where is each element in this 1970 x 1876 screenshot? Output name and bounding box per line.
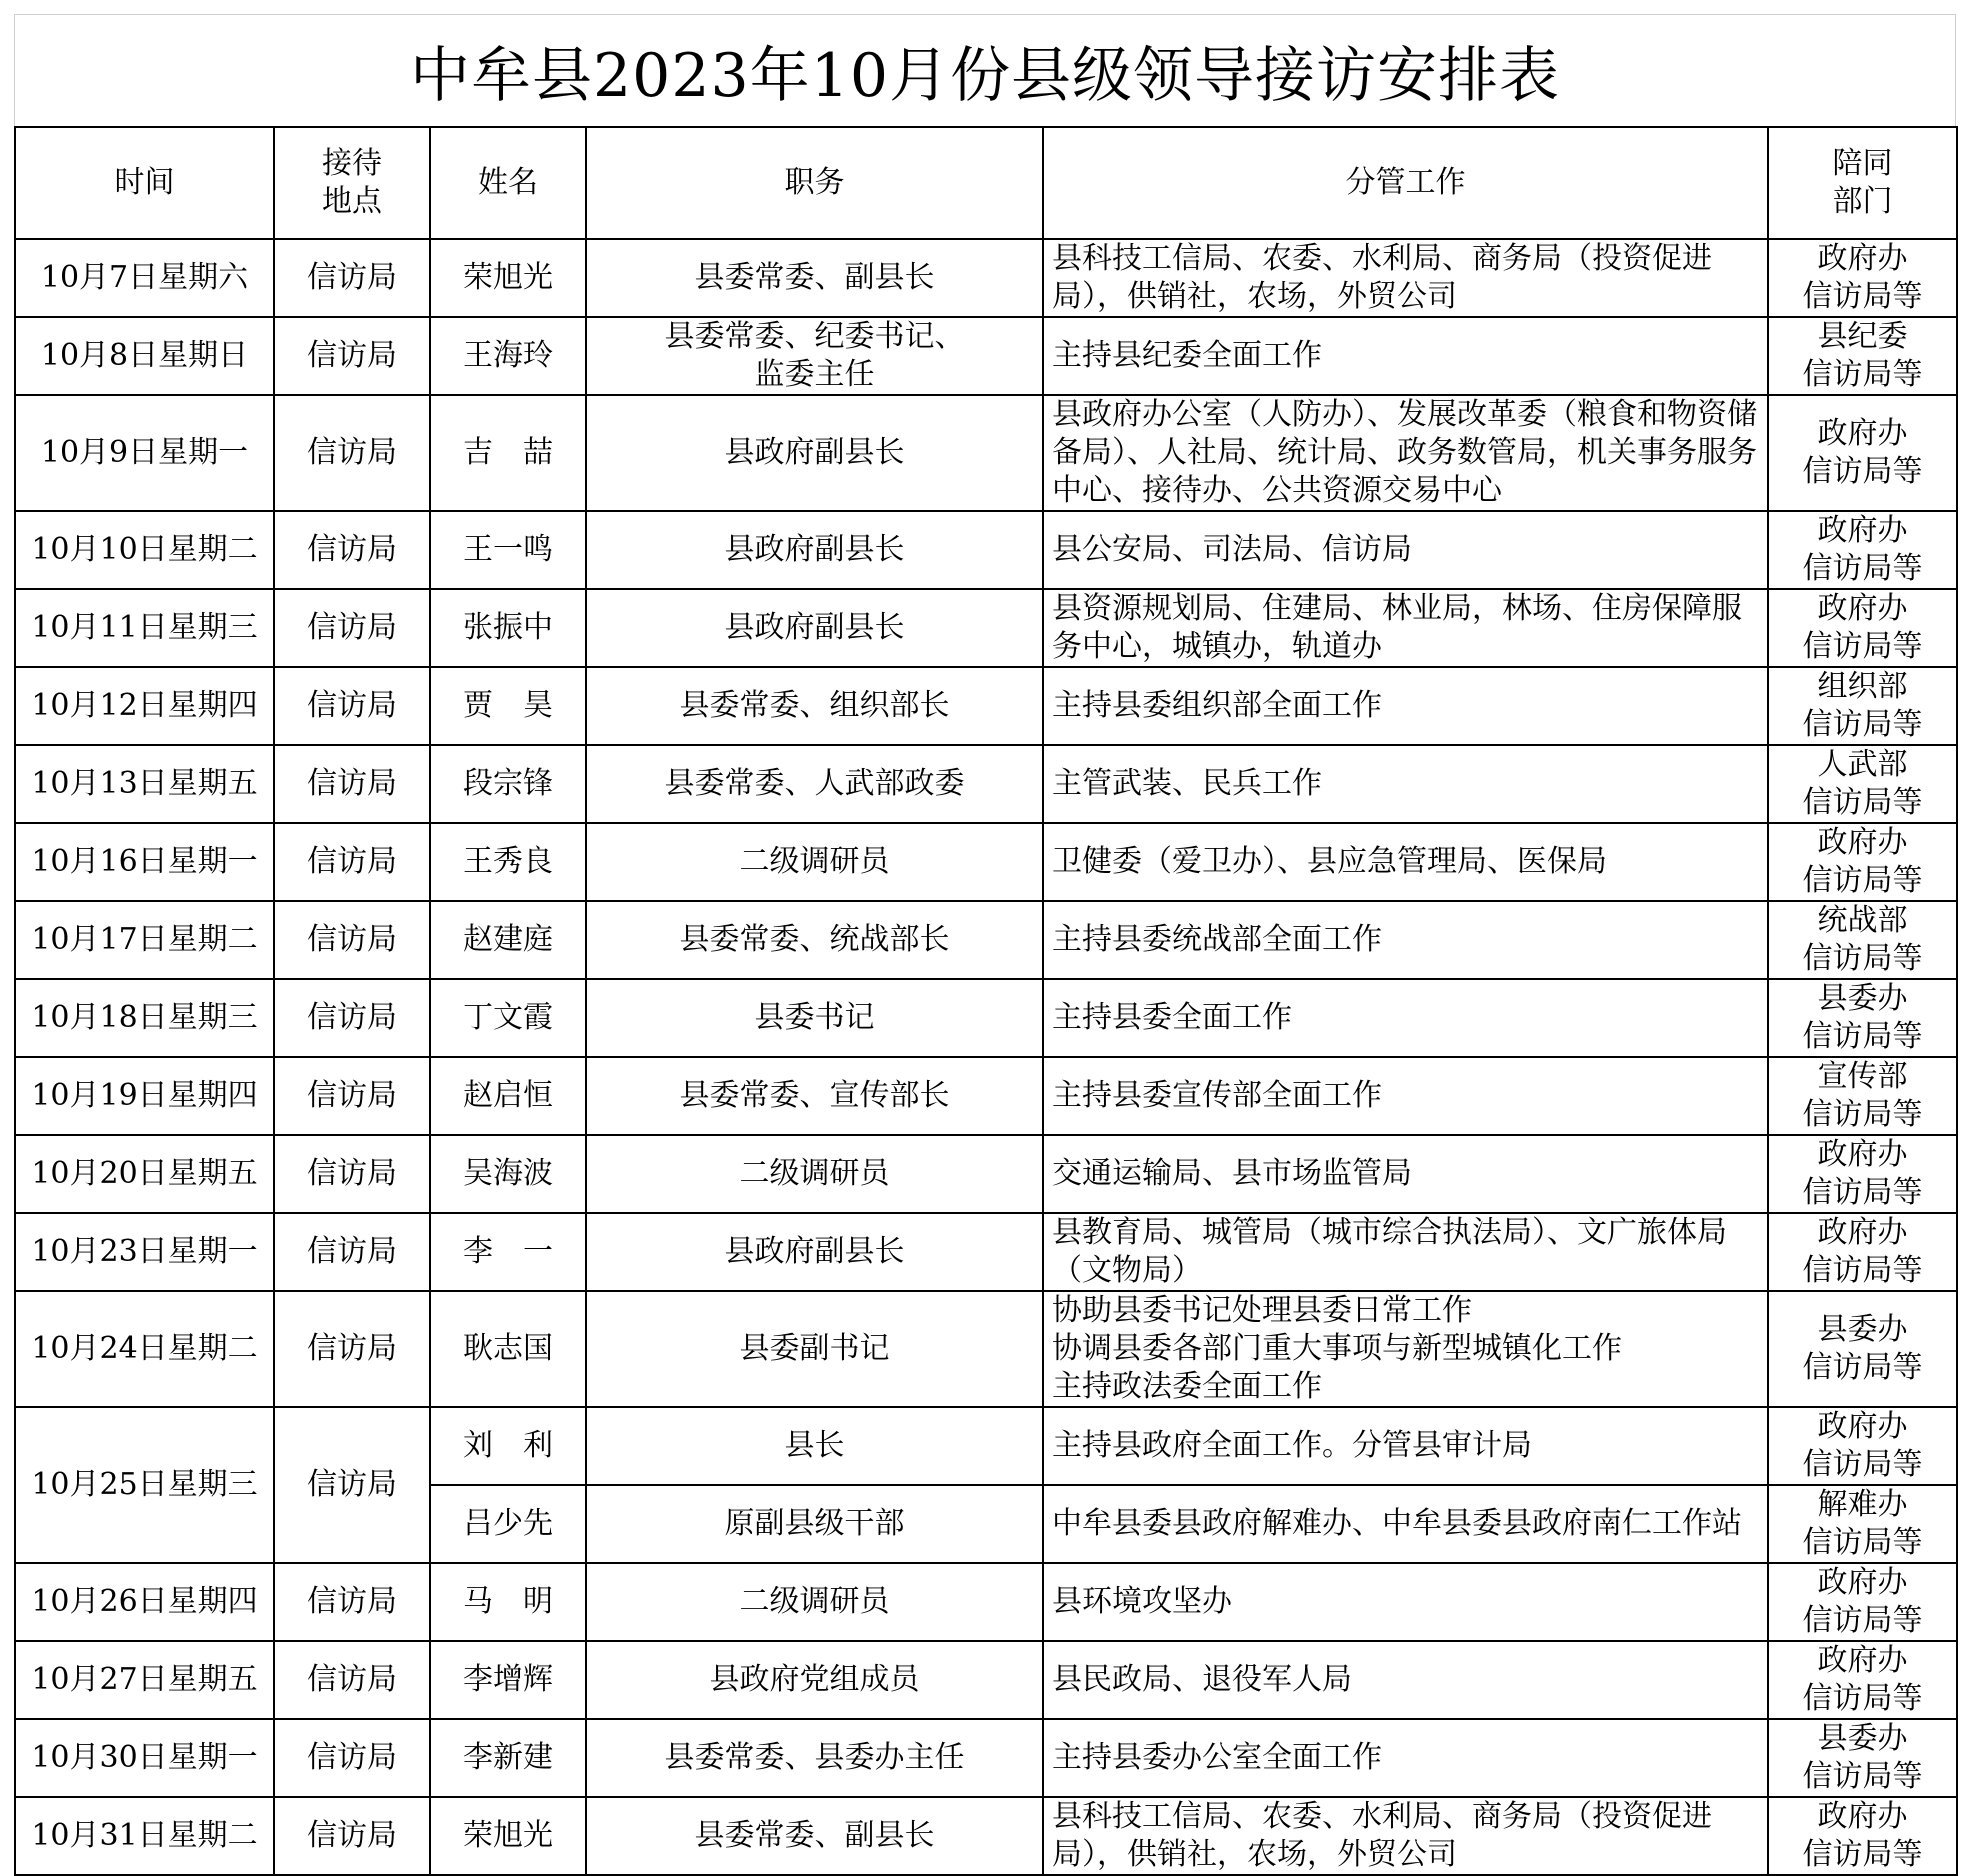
cell-work: 县政府办公室（人防办）、发展改革委（粮食和物资储备局）、人社局、统计局、政务数管局，机关事务服务中心、接待办、公共资源交易中心 (1043, 395, 1768, 511)
cell-work: 主持县委宣传部全面工作 (1043, 1057, 1768, 1135)
cell-dept: 组织部 信访局等 (1768, 667, 1957, 745)
cell-place: 信访局 (274, 901, 430, 979)
cell-place: 信访局 (274, 239, 430, 317)
cell-dept: 统战部 信访局等 (1768, 901, 1957, 979)
cell-place: 信访局 (274, 667, 430, 745)
cell-position: 县政府副县长 (586, 1213, 1043, 1291)
cell-position: 县政府副县长 (586, 511, 1043, 589)
cell-date: 10月18日星期三 (15, 979, 274, 1057)
cell-name: 吴海波 (430, 1135, 586, 1213)
cell-place: 信访局 (274, 979, 430, 1057)
cell-name: 王海玲 (430, 317, 586, 395)
table-row (15, 1291, 1957, 1407)
cell-position: 县委常委、宣传部长 (586, 1057, 1043, 1135)
cell-place: 信访局 (274, 1407, 430, 1563)
cell-position: 县委常委、副县长 (586, 239, 1043, 317)
cell-date: 10月8日星期日 (15, 317, 274, 395)
cell-place: 信访局 (274, 1213, 430, 1291)
cell-work: 主持县委全面工作 (1043, 979, 1768, 1057)
cell-position: 县委常委、统战部长 (586, 901, 1043, 979)
cell-dept: 宣传部 信访局等 (1768, 1057, 1957, 1135)
schedule-body (15, 239, 1957, 1875)
cell-name: 耿志国 (430, 1291, 586, 1407)
header-time: 时间 (15, 127, 274, 239)
cell-date: 10月20日星期五 (15, 1135, 274, 1213)
cell-position: 县委常委、组织部长 (586, 667, 1043, 745)
cell-position: 二级调研员 (586, 823, 1043, 901)
cell-position: 县委常委、纪委书记、 监委主任 (586, 317, 1043, 395)
cell-place: 信访局 (274, 511, 430, 589)
table-row (15, 667, 1957, 745)
table-row (15, 1797, 1957, 1875)
cell-place: 信访局 (274, 745, 430, 823)
cell-work: 主持县委组织部全面工作 (1043, 667, 1768, 745)
cell-dept: 县委办 信访局等 (1768, 979, 1957, 1057)
cell-date: 10月16日星期一 (15, 823, 274, 901)
cell-dept: 政府办 信访局等 (1768, 1797, 1957, 1875)
table-row (15, 1135, 1957, 1213)
cell-work: 主管武装、民兵工作 (1043, 745, 1768, 823)
cell-dept: 政府办 信访局等 (1768, 1213, 1957, 1291)
cell-name: 王秀良 (430, 823, 586, 901)
header-place-label: 接待 地点 (322, 146, 382, 219)
table-row (15, 511, 1957, 589)
cell-dept: 政府办 信访局等 (1768, 1135, 1957, 1213)
table-row (15, 1407, 1957, 1485)
cell-name: 荣旭光 (430, 1797, 586, 1875)
cell-date: 10月12日星期四 (15, 667, 274, 745)
cell-work: 主持县委统战部全面工作 (1043, 901, 1768, 979)
cell-work: 主持县纪委全面工作 (1043, 317, 1768, 395)
cell-place: 信访局 (274, 1719, 430, 1797)
page-title: 中牟县2023年10月份县级领导接访安排表 (14, 14, 1956, 126)
cell-work: 县民政局、退役军人局 (1043, 1641, 1768, 1719)
cell-position: 县长 (586, 1407, 1043, 1485)
cell-name: 李 一 (430, 1213, 586, 1291)
cell-date: 10月9日星期一 (15, 395, 274, 511)
cell-date: 10月13日星期五 (15, 745, 274, 823)
cell-name: 吕少先 (430, 1485, 586, 1563)
cell-dept: 政府办 信访局等 (1768, 395, 1957, 511)
cell-dept: 政府办 信访局等 (1768, 1407, 1957, 1485)
cell-name: 荣旭光 (430, 239, 586, 317)
table-row (15, 395, 1957, 511)
table-row (15, 901, 1957, 979)
cell-name: 王一鸣 (430, 511, 586, 589)
cell-dept: 县纪委 信访局等 (1768, 317, 1957, 395)
schedule-table (14, 126, 1958, 1876)
cell-work: 交通运输局、县市场监管局 (1043, 1135, 1768, 1213)
cell-position: 县委常委、人武部政委 (586, 745, 1043, 823)
cell-position: 县政府副县长 (586, 395, 1043, 511)
cell-place: 信访局 (274, 1563, 430, 1641)
cell-place: 信访局 (274, 1797, 430, 1875)
cell-dept: 县委办 信访局等 (1768, 1719, 1957, 1797)
cell-date: 10月17日星期二 (15, 901, 274, 979)
table-row (15, 979, 1957, 1057)
cell-dept: 解难办 信访局等 (1768, 1485, 1957, 1563)
cell-place: 信访局 (274, 1057, 430, 1135)
cell-dept: 县委办 信访局等 (1768, 1291, 1957, 1407)
table-row (15, 1057, 1957, 1135)
cell-position: 二级调研员 (586, 1135, 1043, 1213)
cell-work: 中牟县委县政府解难办、中牟县委县政府南仁工作站 (1043, 1485, 1768, 1563)
header-work: 分管工作 (1043, 127, 1768, 239)
cell-work: 协助县委书记处理县委日常工作 协调县委各部门重大事项与新型城镇化工作 主持政法委全面工作 (1043, 1291, 1768, 1407)
table-row (15, 1563, 1957, 1641)
cell-name: 丁文霞 (430, 979, 586, 1057)
cell-dept: 政府办 信访局等 (1768, 239, 1957, 317)
cell-date: 10月23日星期一 (15, 1213, 274, 1291)
table-row (15, 1641, 1957, 1719)
cell-name: 张振中 (430, 589, 586, 667)
cell-place: 信访局 (274, 395, 430, 511)
cell-name: 刘 利 (430, 1407, 586, 1485)
cell-date: 10月24日星期二 (15, 1291, 274, 1407)
cell-position: 县委常委、副县长 (586, 1797, 1043, 1875)
cell-place: 信访局 (274, 1135, 430, 1213)
cell-position: 县委常委、县委办主任 (586, 1719, 1043, 1797)
cell-dept: 政府办 信访局等 (1768, 1641, 1957, 1719)
table-row (15, 589, 1957, 667)
cell-work: 卫健委（爱卫办）、县应急管理局、医保局 (1043, 823, 1768, 901)
cell-work: 县科技工信局、农委、水利局、商务局（投资促进局），供销社，农场，外贸公司 (1043, 1797, 1768, 1875)
cell-date: 10月31日星期二 (15, 1797, 274, 1875)
cell-position: 县委书记 (586, 979, 1043, 1057)
cell-dept: 政府办 信访局等 (1768, 589, 1957, 667)
table-row (15, 1719, 1957, 1797)
cell-position: 原副县级干部 (586, 1485, 1043, 1563)
cell-work: 县教育局、城管局（城市综合执法局）、文广旅体局（文物局） (1043, 1213, 1768, 1291)
cell-date: 10月25日星期三 (15, 1407, 274, 1563)
cell-name: 马 明 (430, 1563, 586, 1641)
cell-place: 信访局 (274, 317, 430, 395)
cell-dept: 人武部 信访局等 (1768, 745, 1957, 823)
cell-work: 县环境攻坚办 (1043, 1563, 1768, 1641)
cell-dept: 政府办 信访局等 (1768, 511, 1957, 589)
cell-place: 信访局 (274, 823, 430, 901)
cell-work: 主持县委办公室全面工作 (1043, 1719, 1768, 1797)
cell-work: 县资源规划局、住建局、林业局，林场、住房保障服务中心，城镇办，轨道办 (1043, 589, 1768, 667)
cell-date: 10月30日星期一 (15, 1719, 274, 1797)
table-row (15, 1213, 1957, 1291)
cell-date: 10月11日星期三 (15, 589, 274, 667)
cell-place: 信访局 (274, 589, 430, 667)
cell-date: 10月19日星期四 (15, 1057, 274, 1135)
cell-date: 10月26日星期四 (15, 1563, 274, 1641)
table-row (15, 823, 1957, 901)
cell-name: 赵建庭 (430, 901, 586, 979)
cell-position: 县政府副县长 (586, 589, 1043, 667)
header-dept (1768, 127, 1957, 239)
cell-name: 吉 喆 (430, 395, 586, 511)
cell-name: 贾 昊 (430, 667, 586, 745)
cell-work: 县科技工信局、农委、水利局、商务局（投资促进局），供销社，农场，外贸公司 (1043, 239, 1768, 317)
cell-name: 段宗锋 (430, 745, 586, 823)
table-row (15, 317, 1957, 395)
cell-place: 信访局 (274, 1291, 430, 1407)
header-place (274, 127, 430, 239)
cell-name: 赵启恒 (430, 1057, 586, 1135)
cell-date: 10月7日星期六 (15, 239, 274, 317)
table-row (15, 745, 1957, 823)
header-dept-label: 陪同 部门 (1832, 146, 1893, 219)
cell-dept: 政府办 信访局等 (1768, 1563, 1957, 1641)
header-position: 职务 (586, 127, 1043, 239)
cell-position: 县政府党组成员 (586, 1641, 1043, 1719)
table-row (15, 239, 1957, 317)
cell-place: 信访局 (274, 1641, 430, 1719)
cell-date: 10月10日星期二 (15, 511, 274, 589)
cell-dept: 政府办 信访局等 (1768, 823, 1957, 901)
cell-position: 二级调研员 (586, 1563, 1043, 1641)
schedule-sheet (14, 14, 1956, 1872)
cell-work: 县公安局、司法局、信访局 (1043, 511, 1768, 589)
cell-position: 县委副书记 (586, 1291, 1043, 1407)
header-row (15, 127, 1957, 239)
cell-name: 李新建 (430, 1719, 586, 1797)
cell-date: 10月27日星期五 (15, 1641, 274, 1719)
header-name: 姓名 (430, 127, 586, 239)
cell-name: 李增辉 (430, 1641, 586, 1719)
cell-work: 主持县政府全面工作。分管县审计局 (1043, 1407, 1768, 1485)
